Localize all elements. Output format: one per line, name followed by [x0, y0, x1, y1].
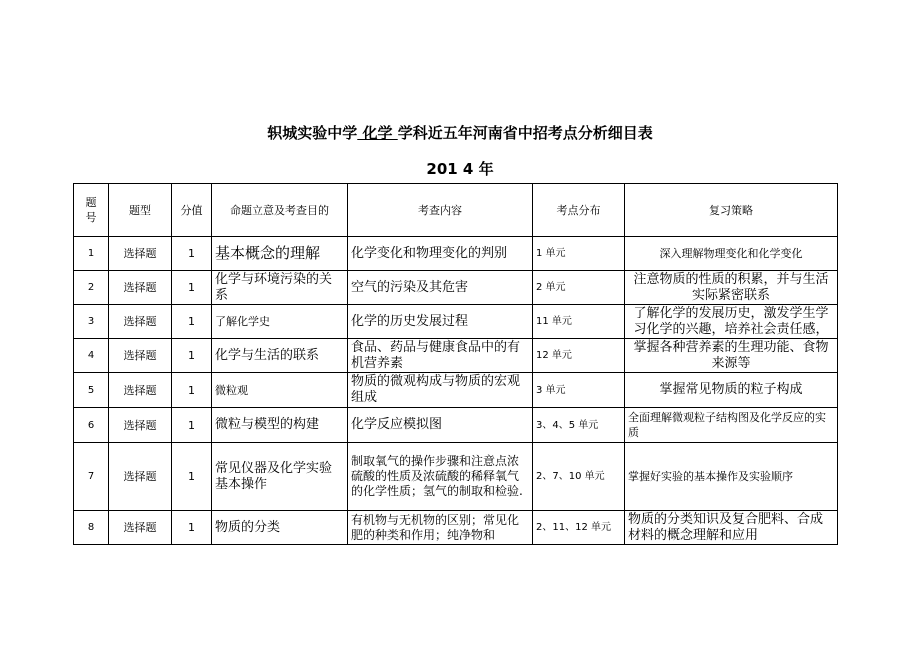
row-content: 食品、药品与健康食品中的有机营养素 [348, 339, 533, 373]
row-content: 化学反应模拟图 [348, 408, 533, 443]
row-strategy: 了解化学的发展历史，激发学生学习化学的兴趣，培养社会责任感， [625, 305, 838, 339]
row-score: 1 [172, 339, 212, 373]
row-content: 制取氧气的操作步骤和注意点浓硫酸的性质及浓硫酸的稀释氧气的化学性质；氢气的制取和检验. [348, 443, 533, 511]
row-score: 1 [172, 305, 212, 339]
row-distribution: 3、4、5 单元 [533, 408, 625, 443]
header-content: 考查内容 [348, 184, 533, 237]
table-row [74, 408, 838, 443]
row-distribution: 2 单元 [533, 271, 625, 305]
table-row [74, 443, 838, 511]
row-number: 2 [74, 271, 109, 305]
document-title [0, 124, 920, 142]
row-score: 1 [172, 271, 212, 305]
row-strategy: 掌握好实验的基本操作及实验顺序 [625, 443, 838, 511]
header-strategy: 复习策略 [625, 184, 838, 237]
row-number: 8 [74, 511, 109, 545]
table-row [74, 271, 838, 305]
title-subject: 化学 [357, 124, 398, 142]
table-row [74, 237, 838, 271]
row-score: 1 [172, 408, 212, 443]
title-prefix: 轵城实验中学 [267, 124, 358, 142]
row-content: 化学变化和物理变化的判别 [348, 237, 533, 271]
row-distribution: 1 单元 [533, 237, 625, 271]
header-distribution: 考点分布 [533, 184, 625, 237]
table-row [74, 305, 838, 339]
row-score: 1 [172, 443, 212, 511]
exam-analysis-table [73, 183, 838, 545]
row-number: 1 [74, 237, 109, 271]
row-purpose: 微粒观 [212, 373, 348, 408]
row-content: 物质的微观构成与物质的宏观组成 [348, 373, 533, 408]
row-strategy: 注意物质的性质的积累，并与生活实际紧密联系 [625, 271, 838, 305]
row-purpose: 微粒与模型的构建 [212, 408, 348, 443]
row-number: 3 [74, 305, 109, 339]
title-suffix: 学科近五年河南省中招考点分析细目表 [397, 124, 653, 142]
table-row [74, 373, 838, 408]
row-purpose: 常见仪器及化学实验基本操作 [212, 443, 348, 511]
row-distribution: 12 单元 [533, 339, 625, 373]
header-purpose: 命题立意及考查目的 [212, 184, 348, 237]
table-row [74, 339, 838, 373]
row-content: 有机物与无机物的区别；常见化肥的种类和作用；纯净物和 [348, 511, 533, 545]
row-content: 化学的历史发展过程 [348, 305, 533, 339]
row-type: 选择题 [109, 408, 172, 443]
row-purpose: 基本概念的理解 [212, 237, 348, 271]
row-strategy: 掌握常见物质的粒子构成 [625, 373, 838, 408]
row-strategy: 深入理解物理变化和化学变化 [625, 237, 838, 271]
row-type: 选择题 [109, 339, 172, 373]
row-number: 4 [74, 339, 109, 373]
row-distribution: 2、11、12 单元 [533, 511, 625, 545]
row-distribution: 2、7、10 单元 [533, 443, 625, 511]
row-number: 7 [74, 443, 109, 511]
row-score: 1 [172, 511, 212, 545]
row-strategy: 掌握各种营养素的生理功能、食物来源等 [625, 339, 838, 373]
row-purpose: 物质的分类 [212, 511, 348, 545]
row-number: 5 [74, 373, 109, 408]
header-score: 分值 [172, 184, 212, 237]
row-purpose: 化学与环境污染的关系 [212, 271, 348, 305]
row-distribution: 11 单元 [533, 305, 625, 339]
row-type: 选择题 [109, 443, 172, 511]
row-distribution: 3 单元 [533, 373, 625, 408]
header-number: 题号 [74, 184, 109, 237]
row-type: 选择题 [109, 237, 172, 271]
row-purpose: 化学与生活的联系 [212, 339, 348, 373]
row-type: 选择题 [109, 271, 172, 305]
header-type: 题型 [109, 184, 172, 237]
row-strategy: 物质的分类知识及复合肥料、合成材料的概念理解和应用 [625, 511, 838, 545]
year-label: 201 4 年 [426, 160, 494, 178]
table-row [74, 511, 838, 545]
row-strategy: 全面理解微观粒子结构图及化学反应的实质 [625, 408, 838, 443]
row-number: 6 [74, 408, 109, 443]
row-score: 1 [172, 373, 212, 408]
header-row [74, 184, 838, 237]
row-content: 空气的污染及其危害 [348, 271, 533, 305]
row-type: 选择题 [109, 305, 172, 339]
row-purpose: 了解化学史 [212, 305, 348, 339]
row-score: 1 [172, 237, 212, 271]
row-type: 选择题 [109, 511, 172, 545]
row-type: 选择题 [109, 373, 172, 408]
